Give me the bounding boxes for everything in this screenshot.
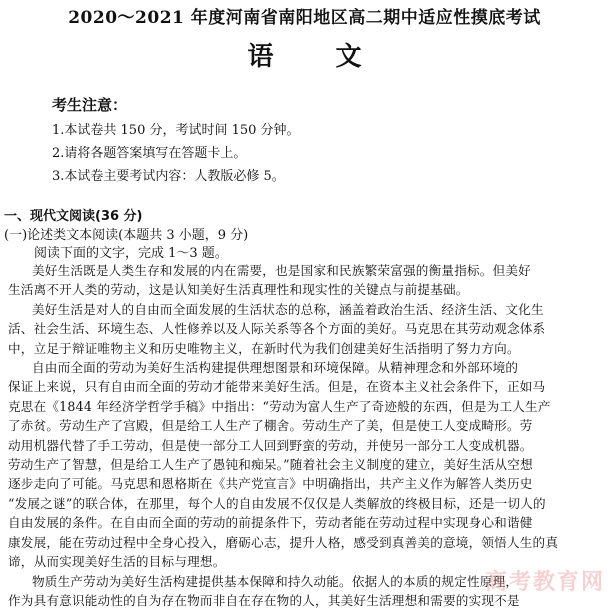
passage-line: “发展之谜”的联合体，在那里，每个人的自由发展不仅仅是人类解放的终极目标，还是一切人的: [8, 494, 606, 513]
notice-heading: 考生注意：: [52, 94, 127, 115]
notice-item: 1.本试卷共 150 分，考试时间 150 分钟。: [52, 119, 300, 142]
passage-paragraph: [8, 300, 606, 358]
reading-instruction: 阅读下面的文字，完成 1～3 题。: [34, 242, 228, 261]
passage-line: 自由而全面的劳动为美好生活构建提供理想图景和环境保障。从精神理念和外部环境的: [8, 358, 606, 377]
subject-title: 语文: [0, 36, 609, 73]
notice-list: [52, 119, 300, 188]
notice-item: 2.请将各题答案填写在答题卡上。: [52, 142, 300, 165]
passage-line: 劳动生产了智慧，但是给工人生产了愚钝和痴呆。”随着社会主义制度的建立，美好生活从空想: [8, 455, 606, 474]
section-subheading: (一)论述类文本阅读(本题共 3 小题，9 分): [4, 224, 248, 243]
passage-line: 生活离不开人类的劳动，这是认知美好生活真理性和现实性的关键点与前提基础。: [8, 280, 606, 299]
passage-line: 美好生活既是人类生存和发展的内在需要，也是国家和民族繁荣富强的衡量指标。但美好: [8, 261, 606, 280]
passage-line: 美好生活是对人的自由而全面发展的生活状态的总称，涵盖着政治生活、经济生活、文化生: [8, 300, 606, 319]
passage-line: 康发展，能在劳动过程中全身心投入，磨砺心志，提升人格，感受到真善美的意境，领悟人生的真: [8, 533, 606, 552]
exam-title: 2020～2021 年度河南省南阳地区高二期中适应性摸底考试: [0, 3, 609, 28]
passage-line: 谛，从而实现美好生活的目标与理想。: [8, 552, 606, 571]
passage-line: 克思在《1844 年经济学哲学手稿》中指出：“劳动为富人生产了奇迹般的东西，但是为工人生产: [8, 397, 606, 416]
passage-paragraph: [8, 572, 606, 610]
notice-item: 3.本试卷主要考试内容：人教版必修 5。: [52, 165, 300, 188]
passage-line: 动用机器代替了手工劳动，但是使一部分工人回到野蛮的劳动，并使另一部分工人变成机器。: [8, 436, 606, 455]
watermark-logo: 高考教育网: [485, 565, 605, 596]
passage-line: 保证上来说，只有自由而全面的劳动才能带来美好生活。但是，在资本主义社会条件下，正如马: [8, 377, 606, 396]
section-heading: 一、现代文阅读(36 分): [4, 205, 143, 224]
passage-line: 中，立足于辩证唯物主义和历史唯物主义，在新时代为我们创建美好生活指明了努力方向。: [8, 339, 606, 358]
passage-line: 物质生产劳动为美好生活构建提供基本保障和持久动能。依据人的本质的规定性原理，: [8, 572, 606, 591]
passage-line: 了赤贫。劳动生产了宫殿，但是给工人生产了棚舍。劳动生产了美，但是使工人变成畸形。劳: [8, 416, 606, 435]
passage: [8, 261, 606, 610]
passage-line: 活、社会生活、环境生态、人性修养以及人际关系等各个方面的美好。马克思在其劳动观念体系: [8, 319, 606, 338]
passage-line: 逐步走向了可能。马克思和恩格斯在《共产党宣言》中明确指出，共产主义作为解答人类历史: [8, 474, 606, 493]
passage-paragraph: [8, 358, 606, 571]
passage-line: 自由发展的条件。在自由而全面的劳动的前提条件下，劳动者能在劳动过程中实现身心和谐健: [8, 513, 606, 532]
passage-paragraph: [8, 261, 606, 300]
passage-line: 作为具有意识能动性的自为存在物而非自在存在物的人，其美好生活理想和需要的实现不是: [8, 591, 606, 610]
